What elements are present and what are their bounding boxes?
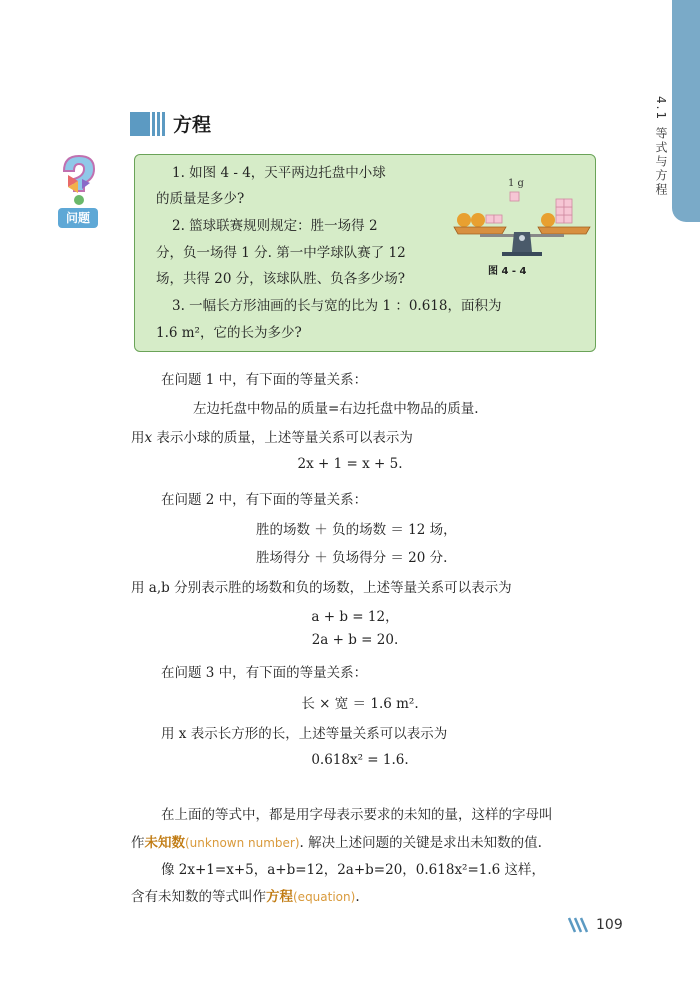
weight-label: 1 g <box>508 178 524 189</box>
question-3-line-1: 3. 一幅长方形油画的长与宽的比为 1 ：0.618，面积为 <box>172 298 502 314</box>
chapter-side-label: 4.1 等式与方程 <box>654 96 668 197</box>
equality-statement: 左边托盘中物品的质量=右边托盘中物品的质量. <box>193 401 479 417</box>
chapter-side-tab <box>672 0 700 222</box>
equation-2b: 胜场得分 ＋ 负场得分 ＝ 20 分. <box>256 550 448 566</box>
equation-3b: 2a + b = 20. <box>311 632 399 648</box>
keyword-equation: 方程 <box>266 889 293 905</box>
question-icon <box>56 153 102 225</box>
question-2-line-2: 分，负一场得 1 分. 第一中学球队赛了 12 <box>156 245 406 261</box>
page-slashes-icon <box>568 917 594 933</box>
question-3-line-2: 1.6 m²，它的长为多少? <box>156 325 302 341</box>
question-1-line-2: 的质量是多少? <box>156 191 245 207</box>
question-1-line-1: 1. 如图 4 - 4，天平两边托盘中小球 <box>172 165 386 181</box>
paragraph: 在上面的等式中，都是用字母表示要求的未知的量，这样的字母叫 <box>161 807 553 823</box>
question-2-line-3: 场，共得 20 分，该球队胜、负各多少场? <box>156 271 405 287</box>
equation-4: 长 × 宽 ＝ 1.6 m². <box>301 696 419 712</box>
paragraph: 作未知数(unknown number). 解决上述问题的关键是求出未知数的值. <box>131 835 542 851</box>
page-number: 109 <box>568 917 623 933</box>
section-title: 方程 <box>173 114 212 136</box>
paragraph: 在问题 2 中，有下面的等量关系： <box>161 492 368 508</box>
paragraph: 用 a,b 分别表示胜的场数和负的场数，上述等量关系可以表示为 <box>131 580 512 596</box>
equation-5: 0.618x² = 1.6. <box>311 752 409 768</box>
question-badge: 问题 <box>58 208 98 228</box>
ball-icon <box>541 213 555 227</box>
equation-2a: 胜的场数 ＋ 负的场数 ＝ 12 场， <box>256 522 457 538</box>
figure-caption: 图 4 - 4 <box>488 266 527 277</box>
section-heading <box>130 110 211 137</box>
paragraph: 像 2x+1=x+5，a+b=12，2a+b=20，0.618x²=1.6 这样， <box>161 862 546 878</box>
question-2-line-1: 2. 篮球联赛规则规定：胜一场得 2 <box>172 218 378 234</box>
paragraph: 含有未知数的等式叫作方程(equation). <box>131 889 360 905</box>
equation-3a: a + b = 12， <box>311 609 399 625</box>
ball-icon <box>471 213 485 227</box>
paragraph: 用x 表示小球的质量，上述等量关系可以表示为 <box>131 430 413 446</box>
one-gram-weight-icon <box>510 192 519 201</box>
keyword-unknown: 未知数 <box>144 835 185 851</box>
paragraph: 在问题 3 中，有下面的等量关系： <box>161 665 368 681</box>
heading-bars-icon <box>130 112 165 136</box>
equation-1: 2x + 1 = x + 5. <box>297 456 403 472</box>
paragraph: 用 x 表示长方形的长，上述等量关系可以表示为 <box>161 726 448 742</box>
ball-icon <box>457 213 471 227</box>
paragraph: 在问题 1 中，有下面的等量关系： <box>161 372 368 388</box>
